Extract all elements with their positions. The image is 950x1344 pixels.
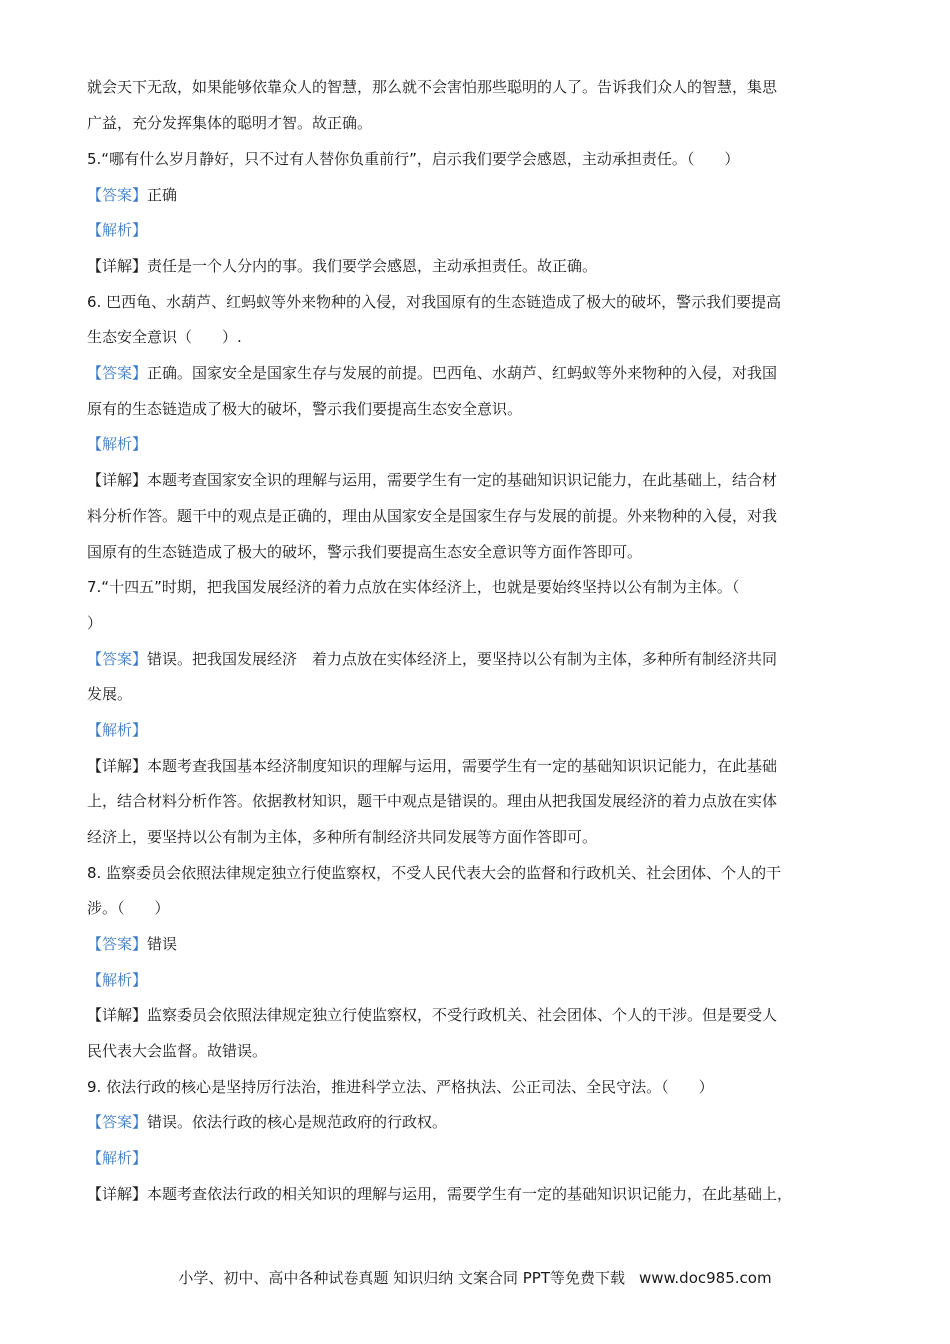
- question-9: 9. 依法行政的核心是坚持厉行法治，推进科学立法、严格执法、公正司法、全民守法。（ ）: [87, 1078, 714, 1096]
- question-7: 7.“十四五”时期，把我国发展经济的着力点放在实体经济上，也就是要始终坚持以公有制为主体。（: [87, 578, 740, 596]
- analysis-tag: 【解析】: [87, 435, 148, 453]
- analysis-7: [87, 720, 877, 740]
- text-line: 发展。: [87, 685, 133, 703]
- answer-text: 错误。把我国发展经济 着力点放在实体经济上，要坚持以公有制为主体，多种所有制经济共同: [147, 650, 778, 668]
- text-line: 料分析作答。题干中的观点是正确的，理由从国家安全是国家生存与发展的前提。外来物种的入侵，对我: [87, 507, 778, 525]
- detail-9: [87, 1184, 877, 1204]
- answer-8: [87, 934, 877, 954]
- detail-5: [87, 256, 877, 276]
- detail-8: [87, 1005, 877, 1025]
- analysis-tag: 【解析】: [87, 1149, 148, 1167]
- text-line: 广益，充分发挥集体的聪明才智。故正确。: [87, 114, 373, 132]
- analysis-9: [87, 1148, 877, 1168]
- text-line: 民代表大会监督。故错误。: [87, 1042, 268, 1060]
- text-line: 国原有的生态链造成了极大的破坏，警示我们要提高生态安全意识等方面作答即可。: [87, 543, 643, 561]
- detail-tag: 【详解】: [87, 1185, 148, 1203]
- detail-tag: 【详解】: [87, 1006, 148, 1024]
- footer-link[interactable]: www.doc985.com: [638, 1269, 772, 1287]
- detail-text: 本题考查国家安全识的理解与运用，需要学生有一定的基础知识识记能力，在此基础上，结合材: [147, 471, 778, 489]
- answer-tag: 【答案】: [87, 1113, 148, 1131]
- answer-text: 正确: [147, 186, 178, 204]
- answer-text: 错误。依法行政的核心是规范政府的行政权。: [147, 1113, 448, 1131]
- text-line: 就会天下无敌，如果能够依靠众人的智慧，那么就不会害怕那些聪明的人了。告诉我们众人的智慧，集思: [87, 78, 778, 96]
- text-line: 经济上，要坚持以公有制为主体，多种所有制经济共同发展等方面作答即可。: [87, 828, 598, 846]
- text-line: 生态安全意识（ ）.: [87, 328, 242, 346]
- text-line: 上，结合材料分析作答。依据教材知识，题干中观点是错误的。理由从把我国发展经济的着力点放在实体: [87, 792, 778, 810]
- text-line: 原有的生态链造成了极大的破坏，警示我们要提高生态安全意识。: [87, 400, 523, 418]
- analysis-tag: 【解析】: [87, 221, 148, 239]
- detail-text: 责任是一个人分内的事。我们要学会感恩，主动承担责任。故正确。: [147, 257, 598, 275]
- text-line: ）: [87, 614, 103, 632]
- text-line: 涉。（ ）: [87, 899, 170, 917]
- answer-tag: 【答案】: [87, 935, 148, 953]
- detail-tag: 【详解】: [87, 471, 148, 489]
- question-8: 8. 监察委员会依照法律规定独立行使监察权，不受人民代表大会的监督和行政机关、社会团体、个人的干: [87, 864, 782, 882]
- answer-7: [87, 649, 877, 669]
- detail-tag: 【详解】: [87, 257, 148, 275]
- detail-7: [87, 756, 877, 776]
- question-5: 5.“哪有什么岁月静好，只不过有人替你负重前行”，启示我们要学会感恩，主动承担责任。（ ）: [87, 150, 740, 168]
- analysis-tag: 【解析】: [87, 721, 148, 739]
- detail-tag: 【详解】: [87, 757, 148, 775]
- analysis-8: [87, 970, 877, 990]
- detail-text: 监察委员会依照法律规定独立行使监察权，不受行政机关、社会团体、个人的干涉。但是要受人: [147, 1006, 778, 1024]
- analysis-tag: 【解析】: [87, 971, 148, 989]
- page-footer: [0, 1268, 950, 1288]
- answer-tag: 【答案】: [87, 364, 148, 382]
- analysis-6: [87, 434, 877, 454]
- footer-text: 小学、初中、高中各种试卷真题 知识归纳 文案合同 PPT等免费下载: [178, 1269, 625, 1287]
- detail-text: 本题考查依法行政的相关知识的理解与运用，需要学生有一定的基础知识识记能力，在此基础上，: [147, 1185, 793, 1203]
- answer-text: 错误: [147, 935, 178, 953]
- question-6: 6. 巴西龟、水葫芦、红蚂蚁等外来物种的入侵，对我国原有的生态链造成了极大的破坏，警示我们要提高: [87, 293, 782, 311]
- answer-tag: 【答案】: [87, 186, 148, 204]
- analysis-5: [87, 220, 877, 240]
- answer-9: [87, 1112, 877, 1132]
- answer-6: [87, 363, 877, 383]
- answer-5: [87, 185, 877, 205]
- answer-tag: 【答案】: [87, 650, 148, 668]
- detail-6: [87, 470, 877, 490]
- detail-text: 本题考查我国基本经济制度知识的理解与运用，需要学生有一定的基础知识识记能力，在此基础: [147, 757, 778, 775]
- answer-text: 正确。国家安全是国家生存与发展的前提。巴西龟、水葫芦、红蚂蚁等外来物种的入侵，对我国: [147, 364, 778, 382]
